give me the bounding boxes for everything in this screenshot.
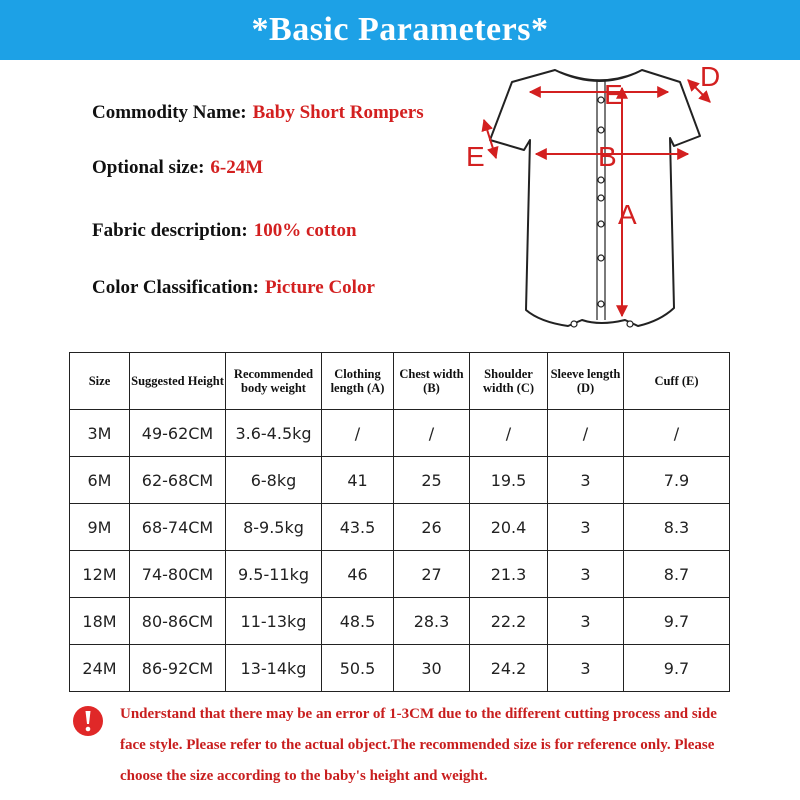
table-cell: 48.5: [322, 598, 394, 645]
table-cell: 50.5: [322, 645, 394, 692]
table-cell: 11-13kg: [226, 598, 322, 645]
optional-size-label: Optional size:: [92, 157, 205, 178]
table-cell: 3: [548, 504, 624, 551]
table-cell: 8-9.5kg: [226, 504, 322, 551]
table-cell: 18M: [70, 598, 130, 645]
table-body: [70, 410, 730, 692]
table-cell: 9.7: [624, 645, 730, 692]
label-a: A: [618, 199, 637, 230]
table-cell: 68-74CM: [130, 504, 226, 551]
romper-outline: [490, 70, 700, 326]
table-cell: 26: [394, 504, 470, 551]
commodity-name-label: Commodity Name:: [92, 102, 247, 123]
table-cell: 28.3: [394, 598, 470, 645]
table-cell: 20.4: [470, 504, 548, 551]
romper-diagram: [460, 58, 740, 348]
disclaimer-note: Understand that there may be an error of 1-3CM due to the different cutting process and side face style. Please refer to the actual object.The recommended size is for reference only. Please choose the size according to the baby's height and weight.: [120, 706, 717, 784]
table-cell: 24.2: [470, 645, 548, 692]
header-cell: Clothing length (A): [322, 353, 394, 410]
table-row: [70, 504, 730, 551]
color-line: [92, 277, 375, 299]
table-row: [70, 410, 730, 457]
size-table: [69, 352, 730, 692]
table-cell: 9M: [70, 504, 130, 551]
table-cell: 30: [394, 645, 470, 692]
table-cell: 3: [548, 551, 624, 598]
table-cell: 49-62CM: [130, 410, 226, 457]
table-cell: 8.7: [624, 551, 730, 598]
table-cell: 3: [548, 598, 624, 645]
header-cell: Cuff (E): [624, 353, 730, 410]
label-e-side: E: [466, 141, 485, 172]
table-cell: 24M: [70, 645, 130, 692]
label-b: B: [598, 141, 617, 172]
table-cell: /: [548, 410, 624, 457]
table-row: [70, 645, 730, 692]
table-cell: 6-8kg: [226, 457, 322, 504]
table-cell: 3.6-4.5kg: [226, 410, 322, 457]
table-cell: 80-86CM: [130, 598, 226, 645]
table-cell: 13-14kg: [226, 645, 322, 692]
optional-size-line: [92, 157, 263, 179]
header-cell: Chest width (B): [394, 353, 470, 410]
header-cell: Shoulder width (C): [470, 353, 548, 410]
table-cell: 43.5: [322, 504, 394, 551]
table-cell: 62-68CM: [130, 457, 226, 504]
warning-icon: [72, 705, 104, 737]
table-cell: 8.3: [624, 504, 730, 551]
table-cell: /: [624, 410, 730, 457]
fabric-label: Fabric description:: [92, 220, 248, 241]
table-cell: 7.9: [624, 457, 730, 504]
table-cell: 9.7: [624, 598, 730, 645]
header-cell: Size: [70, 353, 130, 410]
table-cell: 12M: [70, 551, 130, 598]
table-cell: 27: [394, 551, 470, 598]
fabric-value: 100% cotton: [253, 220, 357, 241]
table-cell: /: [322, 410, 394, 457]
table-cell: 21.3: [470, 551, 548, 598]
table-cell: 9.5-11kg: [226, 551, 322, 598]
header-cell: Sleeve length (D): [548, 353, 624, 410]
table-row: [70, 598, 730, 645]
header-banner: [0, 0, 800, 60]
commodity-name-value: Baby Short Rompers: [252, 102, 424, 123]
table-cell: 86-92CM: [130, 645, 226, 692]
fabric-line: [92, 220, 357, 242]
label-e-top: E: [604, 79, 623, 110]
table-cell: 74-80CM: [130, 551, 226, 598]
table-row: [70, 551, 730, 598]
table-row: [70, 457, 730, 504]
table-cell: 25: [394, 457, 470, 504]
optional-size-value: 6-24M: [210, 157, 264, 178]
color-value: Picture Color: [264, 277, 375, 298]
table-cell: /: [470, 410, 548, 457]
label-d: D: [700, 61, 721, 92]
table-cell: 19.5: [470, 457, 548, 504]
table-header-row: [70, 353, 730, 410]
table-cell: 3: [548, 645, 624, 692]
header-cell: Suggested Height: [130, 353, 226, 410]
banner-title: *Basic Parameters*: [251, 11, 549, 48]
table-cell: 46: [322, 551, 394, 598]
table-cell: 22.2: [470, 598, 548, 645]
table-cell: 3: [548, 457, 624, 504]
table-cell: 3M: [70, 410, 130, 457]
header-cell: Recommended body weight: [226, 353, 322, 410]
table-cell: /: [394, 410, 470, 457]
table-cell: 6M: [70, 457, 130, 504]
color-label: Color Classification:: [92, 277, 259, 298]
commodity-name-line: [92, 102, 424, 124]
table-cell: 41: [322, 457, 394, 504]
